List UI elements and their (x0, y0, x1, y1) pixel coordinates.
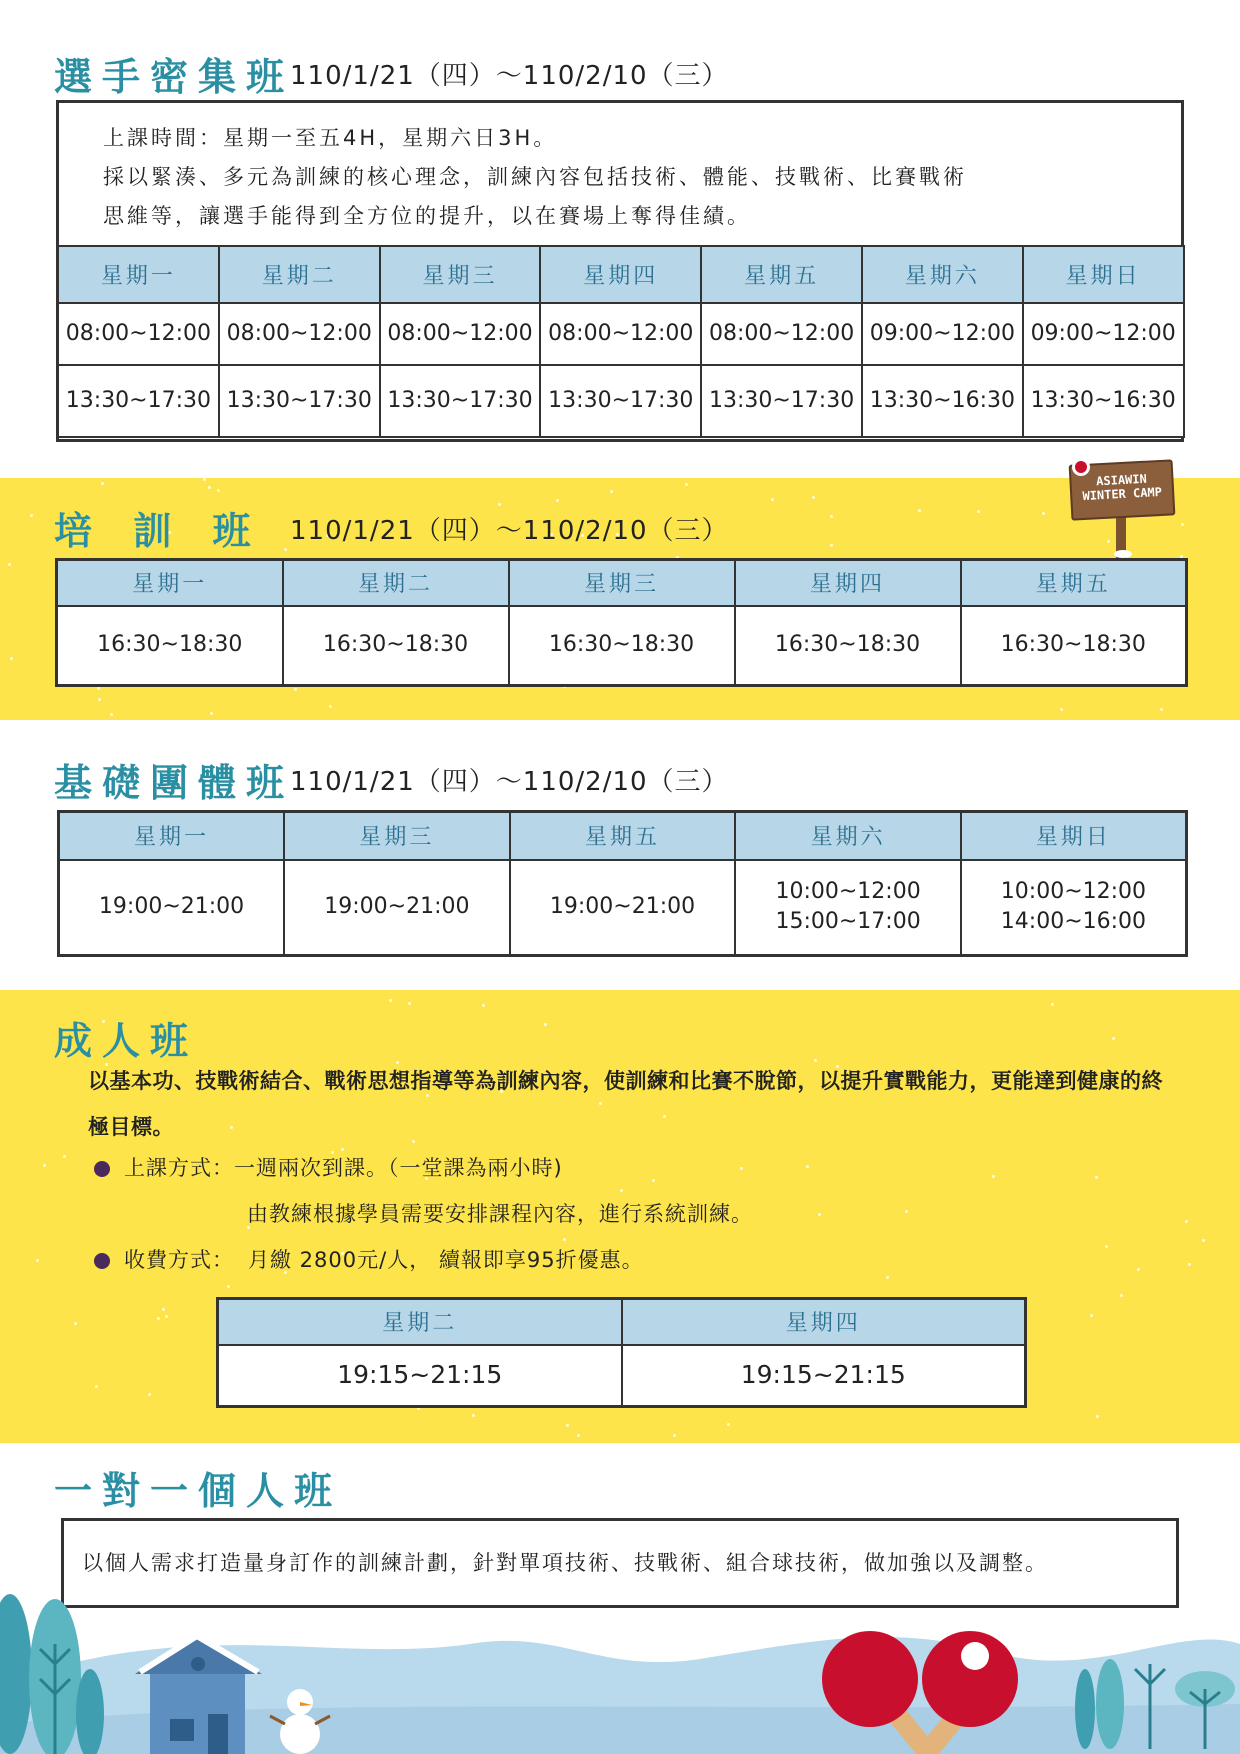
tree-left-icon (0, 1594, 104, 1754)
snow-speck (830, 544, 833, 547)
snow-speck (771, 498, 774, 501)
snow-speck (43, 1164, 46, 1167)
adult-description: 以基本功、技戰術結合、戰術思想指導等為訓練內容，使訓練和比賽不脫節，以提升實戰能力，更能達到健康的終極目標。 (88, 1069, 1163, 1139)
basic-time-3 (510, 860, 736, 956)
elite-morning-4: 08:00~12:00 (540, 303, 701, 365)
basic-title: 基礎團體班 (54, 761, 295, 805)
snow-speck (63, 1155, 66, 1158)
snow-speck (1202, 1239, 1205, 1242)
adult-fee-row (94, 1244, 644, 1274)
snow-speck (1051, 1003, 1054, 1006)
snow-speck (652, 1179, 655, 1182)
training-title: 培 訓 班 (54, 509, 265, 553)
elite-morning-3: 08:00~12:00 (380, 303, 541, 365)
snow-speck (30, 514, 33, 517)
snow-speck (1185, 1220, 1188, 1223)
snow-speck (284, 548, 287, 551)
private-description: 以個人需求打造量身訂作的訓練計劃，針對單項技術、技戰術、組合球技術，做加強以及調整。 (82, 1551, 1048, 1575)
snow-speck (294, 688, 297, 691)
basic-time-2-a: 19:00~21:00 (324, 894, 470, 920)
elite-afternoon-3: 13:30~17:30 (380, 365, 541, 437)
elite-morning-7: 09:00~12:00 (1023, 303, 1184, 365)
snow-speck (101, 482, 104, 485)
basic-time-5-b: 14:00~16:00 (1000, 909, 1147, 935)
elite-schedule-table (57, 245, 1185, 438)
snow-speck (472, 1414, 475, 1417)
elite-day-5: 星期五 (701, 246, 862, 303)
basic-day-5: 星期日 (961, 812, 1187, 860)
basic-time-5-a: 10:00~12:00 (1000, 879, 1147, 905)
bullet-dot-icon (94, 1253, 110, 1269)
snow-speck (97, 687, 100, 690)
elite-intro-line-1: 上課時間：星期一至五4H，星期六日3H。 (103, 126, 558, 150)
snow-speck (1112, 1037, 1115, 1040)
snow-speck (566, 1424, 569, 1427)
training-day-5: 星期五 (961, 560, 1187, 606)
snow-speck (74, 1322, 77, 1325)
snow-speck (329, 705, 332, 708)
training-day-2: 星期二 (283, 560, 509, 606)
snow-speck (727, 1423, 730, 1426)
training-dates: 110/1/21（四）～110/2/10（三） (290, 516, 729, 546)
snow-speck (610, 490, 613, 493)
elite-afternoon-6: 13:30~16:30 (862, 365, 1023, 437)
training-day-1: 星期一 (57, 560, 283, 606)
snow-speck (157, 1317, 160, 1320)
basic-time-1-a: 19:00~21:00 (98, 894, 245, 920)
sign-snow-icon (1114, 550, 1132, 558)
snow-speck (818, 1213, 821, 1216)
basic-schedule-table (57, 810, 1188, 957)
training-day-4: 星期四 (735, 560, 961, 606)
snow-speck (563, 1238, 566, 1241)
elite-intro-line-3: 思維等，讓選手能得到全方位的提升，以在賽場上奪得佳績。 (103, 204, 751, 228)
basic-time-4 (735, 860, 961, 956)
snow-speck (1160, 708, 1163, 711)
elite-afternoon-1: 13:30~17:30 (58, 365, 219, 437)
training-time-4: 16:30~18:30 (735, 606, 961, 686)
sign-text-1: ASIAWIN (1095, 471, 1148, 489)
elite-title: 選手密集班 (54, 55, 295, 99)
snow-speck (203, 478, 206, 481)
snow-speck (227, 1285, 230, 1288)
winter-camp-sign (1068, 458, 1178, 558)
snow-speck (1181, 523, 1184, 526)
snow-speck (10, 657, 13, 660)
snow-speck (36, 1259, 39, 1262)
basic-day-3: 星期五 (510, 812, 736, 860)
snow-speck (1042, 512, 1045, 515)
snow-speck (1105, 1245, 1108, 1248)
adult-day-2: 星期四 (622, 1299, 1026, 1345)
elite-day-2: 星期二 (219, 246, 380, 303)
snow-speck (1060, 708, 1063, 711)
training-schedule-table (55, 558, 1188, 687)
elite-day-1: 星期一 (58, 246, 219, 303)
snow-speck (905, 1210, 908, 1213)
bullet-dot-icon (94, 1161, 110, 1177)
adult-day-1: 星期二 (218, 1299, 622, 1345)
basic-time-1 (59, 860, 285, 956)
snow-speck (1137, 1268, 1140, 1271)
snow-speck (544, 1023, 547, 1026)
snow-speck (685, 483, 688, 486)
basic-time-4-b: 15:00~17:00 (775, 909, 921, 935)
elite-morning-2: 08:00~12:00 (219, 303, 380, 365)
snow-speck (806, 1165, 809, 1168)
elite-afternoon-2: 13:30~17:30 (219, 365, 380, 437)
snow-speck (673, 1434, 676, 1437)
training-time-3: 16:30~18:30 (509, 606, 735, 686)
elite-afternoon-7: 13:30~16:30 (1023, 365, 1184, 437)
adult-method-label: 上課方式： (124, 1156, 234, 1180)
basic-time-5 (961, 860, 1187, 956)
adult-method-text: 一週兩次到課。（一堂課為兩小時) (234, 1156, 563, 1180)
snow-speck (577, 1434, 580, 1437)
snow-speck (886, 1276, 889, 1279)
basic-dates: 110/1/21（四）～110/2/10（三） (290, 767, 729, 797)
sign-ball-icon (1072, 458, 1090, 476)
adult-title: 成人班 (54, 1019, 199, 1063)
training-time-5: 16:30~18:30 (961, 606, 1187, 686)
basic-day-2: 星期三 (284, 812, 510, 860)
snow-speck (918, 509, 921, 512)
snow-speck (1090, 1314, 1093, 1317)
snow-speck (148, 1393, 151, 1396)
basic-day-1: 星期一 (59, 812, 285, 860)
snow-speck (1096, 1415, 1099, 1418)
snow-speck (812, 496, 815, 499)
snow-speck (482, 1004, 485, 1007)
snow-speck (992, 1175, 995, 1178)
snow-speck (830, 515, 833, 518)
snow-speck (1095, 1176, 1098, 1179)
elite-afternoon-5: 13:30~17:30 (701, 365, 862, 437)
snow-speck (217, 489, 220, 492)
snow-speck (1188, 1263, 1191, 1266)
snow-speck (620, 1189, 623, 1192)
adult-method-note: 由教練根據學員需要安排課程內容，進行系統訓練。 (247, 1202, 753, 1226)
elite-morning-1: 08:00~12:00 (58, 303, 219, 365)
snow-speck (1120, 1294, 1123, 1297)
elite-morning-5: 08:00~12:00 (701, 303, 862, 365)
snow-speck (162, 1308, 165, 1311)
adult-fee-label: 收費方式： (124, 1248, 234, 1272)
elite-dates: 110/1/21（四）～110/2/10（三） (290, 61, 729, 91)
training-day-3: 星期三 (509, 560, 735, 606)
basic-time-4-a: 10:00~12:00 (775, 879, 921, 905)
snow-speck (210, 712, 213, 715)
elite-day-7: 星期日 (1023, 246, 1184, 303)
snow-speck (8, 563, 11, 566)
adult-fee-text: 月繳 2800元/人， 續報即享95折優惠。 (248, 1248, 644, 1272)
elite-afternoon-4: 13:30~17:30 (540, 365, 701, 437)
basic-day-4: 星期六 (735, 812, 961, 860)
adult-method-row (94, 1152, 563, 1182)
adult-schedule-table (216, 1297, 1027, 1408)
elite-intro-line-2: 採以緊湊、多元為訓練的核心理念，訓練內容包括技術、體能、技戰術、比賽戰術 (103, 165, 967, 189)
snow-speck (498, 503, 501, 506)
private-title: 一對一個人班 (54, 1469, 343, 1513)
elite-day-4: 星期四 (540, 246, 701, 303)
snow-speck (389, 999, 392, 1002)
snow-speck (977, 510, 980, 513)
basic-time-3-a: 19:00~21:00 (549, 894, 696, 920)
training-time-1: 16:30~18:30 (57, 606, 283, 686)
elite-morning-6: 09:00~12:00 (862, 303, 1023, 365)
snow-speck (95, 1385, 98, 1388)
elite-day-6: 星期六 (862, 246, 1023, 303)
snow-speck (208, 486, 211, 489)
snow-speck (408, 1002, 411, 1005)
snow-speck (556, 499, 559, 502)
basic-time-2 (284, 860, 510, 956)
elite-day-3: 星期三 (380, 246, 541, 303)
sign-text-2: WINTER CAMP (1082, 484, 1163, 504)
snow-speck (740, 1167, 743, 1170)
snow-speck (165, 1315, 168, 1318)
adult-time-2: 19:15~21:15 (622, 1345, 1026, 1407)
adult-time-1: 19:15~21:15 (218, 1345, 622, 1407)
training-time-2: 16:30~18:30 (283, 606, 509, 686)
snow-speck (110, 713, 113, 716)
winter-scene-illustration (0, 1584, 1240, 1754)
snow-speck (98, 698, 101, 701)
